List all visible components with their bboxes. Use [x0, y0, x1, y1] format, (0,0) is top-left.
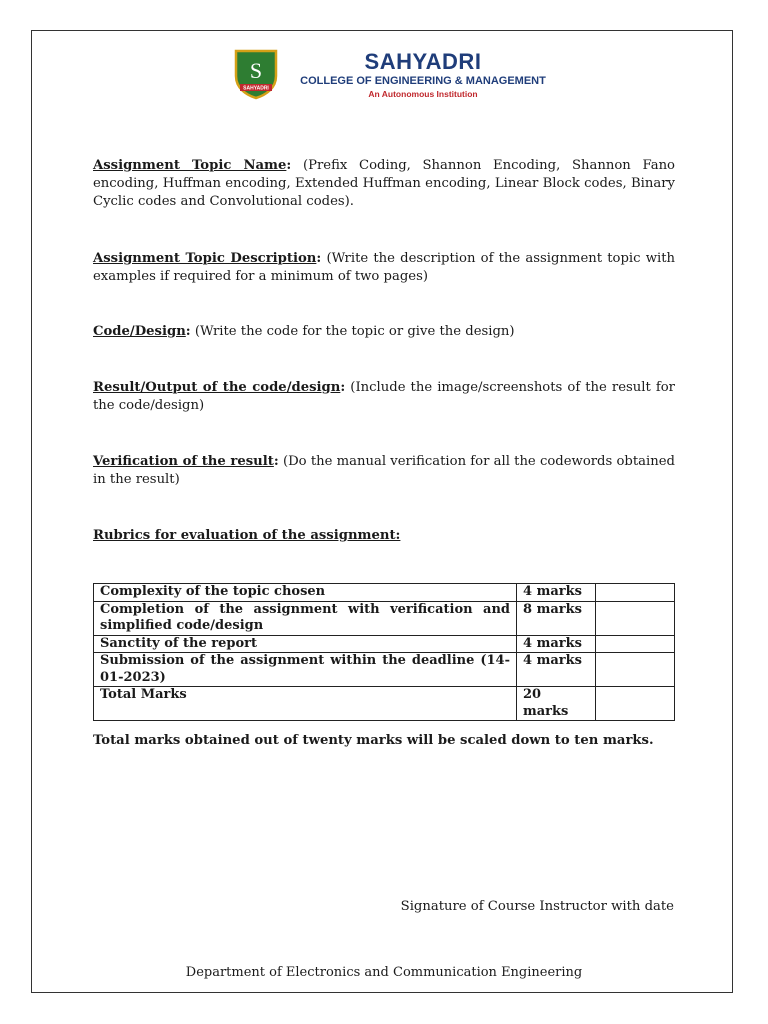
department-footer: Department of Electronics and Communication Engineering [185, 965, 583, 980]
result-output-text: (Include the image/screenshots of the result for the code/design) [93, 380, 675, 413]
marks-cell: 4 marks [517, 584, 596, 602]
logo-text-block [293, 50, 553, 100]
topic-description-text: (Write the description of the assignment topic with examples if required for a minimum of two pages) [93, 251, 675, 284]
table-row [94, 635, 675, 653]
marks-cell: 8 marks [517, 601, 596, 635]
svg-text:SAHYADRI: SAHYADRI [243, 85, 269, 92]
result-output-label: Result/Output of the code/design [93, 380, 341, 395]
verification-text: (Do the manual verification for all the codewords obtained in the result) [93, 454, 675, 487]
criterion-cell: Complexity of the topic chosen [94, 584, 517, 602]
table-row [94, 653, 675, 687]
obtained-cell [596, 584, 675, 602]
table-row [94, 687, 675, 721]
scaling-note: Total marks obtained out of twenty marks will be scaled down to ten marks. [93, 733, 654, 748]
marks-cell: 4 marks [517, 653, 596, 687]
marks-cell: 4 marks [517, 635, 596, 653]
topic-name-section: Assignment Topic Name: (Prefix Coding, Shannon Encoding, Shannon Fano encoding, Huffman encoding, Extended Huffman encoding, Linear Block codes, Binary Cyclic codes and Convolutional codes). [93, 158, 675, 209]
obtained-cell [596, 653, 675, 687]
code-design-label: Code/Design [93, 324, 186, 339]
college-tagline: An Autonomous Institution [368, 89, 478, 99]
obtained-cell [596, 635, 675, 653]
code-design-text: (Write the code for the topic or give the design) [190, 324, 515, 339]
criterion-cell: Submission of the assignment within the deadline (14-01-2023) [94, 653, 517, 687]
criterion-cell: Completion of the assignment with verification and simplified code/design [94, 601, 517, 635]
table-row [94, 601, 675, 635]
topic-name-text: (Prefix Coding, Shannon Encoding, Shannon Fano encoding, Huffman encoding, Extended Huffman encoding, Linear Block codes, Binary Cyclic codes and Convolutional codes). [93, 158, 675, 209]
code-design-section: Code/Design: (Write the code for the topic or give the design) [93, 324, 515, 339]
obtained-cell [596, 687, 675, 721]
topic-description-section: Assignment Topic Description: (Write the description of the assignment topic with examples if required for a minimum of two pages) [93, 251, 675, 284]
shield-emblem-icon [233, 48, 279, 100]
signature-line: Signature of Course Instructor with date [400, 899, 674, 914]
criterion-cell: Total Marks [94, 687, 517, 721]
criterion-cell: Sanctity of the report [94, 635, 517, 653]
rubrics-heading: Rubrics for evaluation of the assignment: [93, 528, 401, 543]
verification-section: Verification of the result: (Do the manual verification for all the codewords obtained in the result) [93, 454, 675, 487]
college-subtitle: COLLEGE OF ENGINEERING & MANAGEMENT [300, 75, 546, 87]
topic-name-label: Assignment Topic Name [93, 158, 287, 173]
result-output-section: Result/Output of the code/design: (Include the image/screenshots of the result for the code/design) [93, 380, 675, 413]
rubric-table [93, 583, 675, 721]
marks-cell: 20 marks [517, 687, 596, 721]
obtained-cell [596, 601, 675, 635]
college-logo [221, 45, 551, 101]
verification-label: Verification of the result [93, 454, 274, 469]
table-row [94, 584, 675, 602]
college-name: SAHYADRI [364, 49, 482, 74]
svg-text:S: S [249, 58, 263, 83]
topic-description-label: Assignment Topic Description [93, 251, 317, 266]
